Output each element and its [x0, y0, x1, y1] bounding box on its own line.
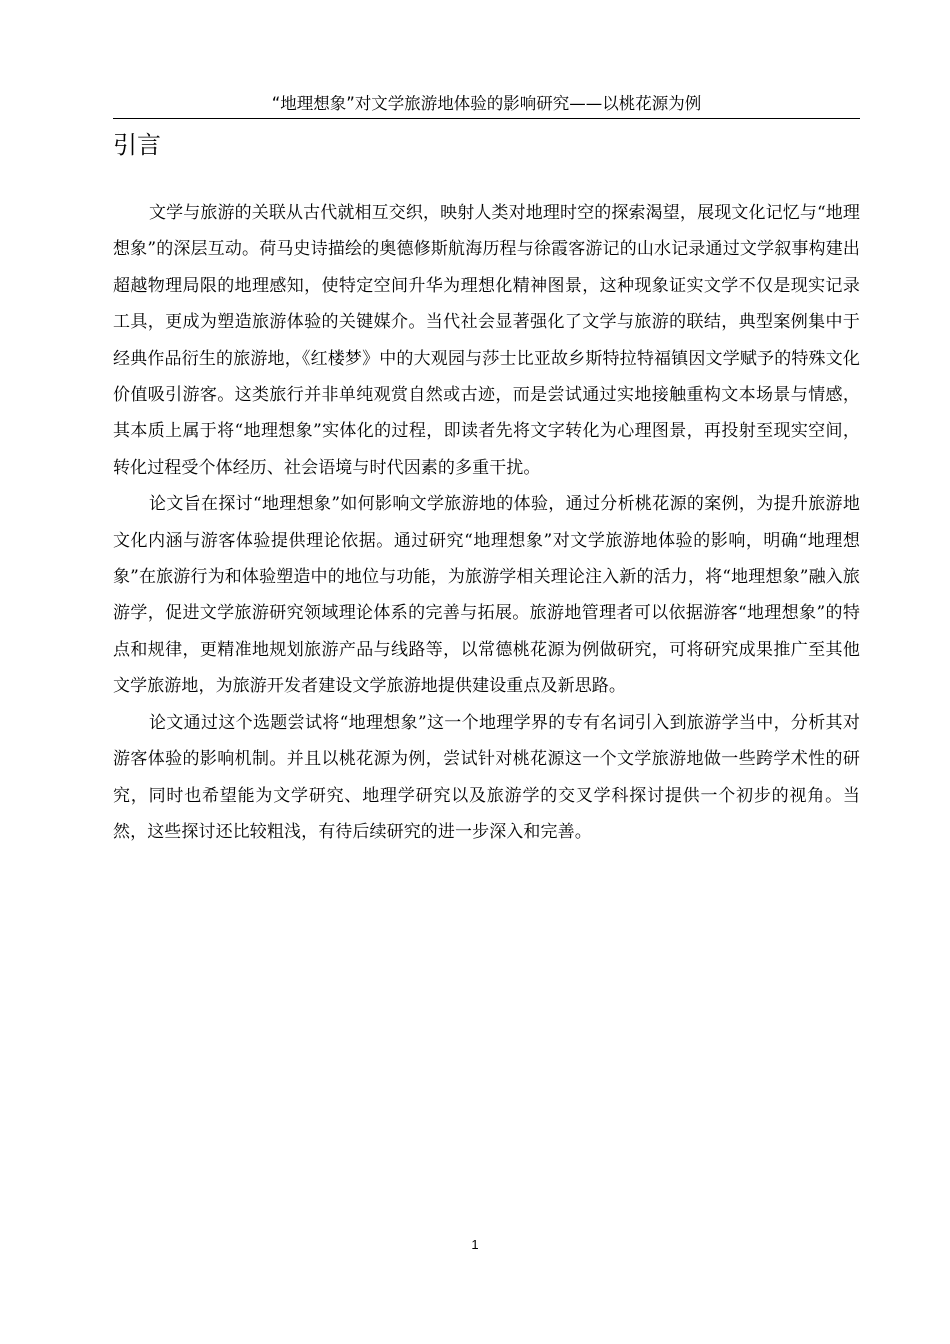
paragraph-2: 论文旨在探讨“地理想象”如何影响文学旅游地的体验，通过分析桃花源的案例，为提升旅游地文化内涵与游客体验提供理论依据。通过研究“地理想象”对文学旅游地体验的影响，明确“地理想象”在旅游行为和体验塑造中的地位与功能，为旅游学相关理论注入新的活力，将“地理想象”融入旅游学，促进文学旅游研究领域理论体系的完善与拓展。旅游地管理者可以依据游客“地理想象”的特点和规律，更精准地规划旅游产品与线路等，以常德桃花源为例做研究，可将研究成果推广至其他文学旅游地，为旅游开发者建设文学旅游地提供建设重点及新思路。: [113, 494, 860, 697]
paragraph-3: 论文通过这个选题尝试将“地理想象”这一个地理学界的专有名词引入到旅游学当中，分析其对游客体验的影响机制。并且以桃花源为例，尝试针对桃花源这一个文学旅游地做一些跨学术性的研究，同时也希望能为文学研究、地理学研究以及旅游学的交叉学科探讨提供一个初步的视角。当然，这些探讨还比较粗浅，有待后续研究的进一步深入和完善。: [113, 712, 860, 842]
running-header: “地理想象”对文学旅游地体验的影响研究——以桃花源为例: [271, 94, 702, 113]
paragraph-1: 文学与旅游的关联从古代就相互交织，映射人类对地理时空的探索渴望，展现文化记忆与“地理想象”的深层互动。荷马史诗描绘的奥德修斯航海历程与徐霞客游记的山水记录通过文学叙事构建出超越物理局限的地理感知，使特定空间升华为理想化精神图景，这种现象证实文学不仅是现实记录工具，更成为塑造旅游体验的关键媒介。当代社会显著强化了文学与旅游的联结，典型案例集中于经典作品衍生的旅游地，《红楼梦》中的大观园与莎士比亚故乡斯特拉特福镇因文学赋予的特殊文化价值吸引游客。这类旅行并非单纯观赏自然或古迹，而是尝试通过实地接触重构文本场景与情感，其本质上属于将“地理想象”实体化的过程，即读者先将文字转化为心理图景，再投射至现实空间，转化过程受个体经历、社会语境与时代因素的多重干扰。: [113, 203, 860, 478]
header-divider: [113, 118, 860, 119]
body-text: [113, 195, 860, 850]
section-title: 引言: [113, 131, 161, 159]
page-number: 1: [471, 1237, 479, 1252]
